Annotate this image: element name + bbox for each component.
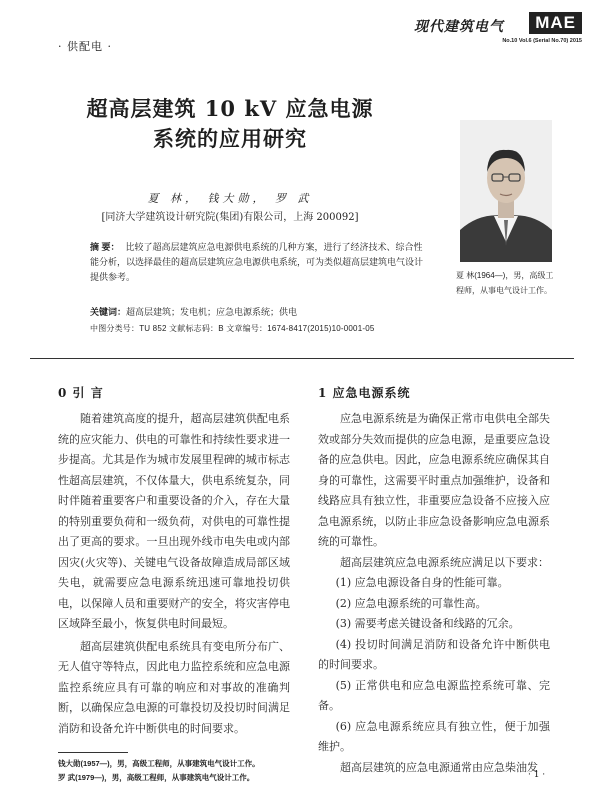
keywords-label: 关键词： [90,307,127,317]
article-title-line2: 系统的应用研究 [153,126,307,151]
photo-caption: 夏 林(1964—)，男，高级工程师，从事电气设计工作。 [456,271,554,295]
journal-abbr: MAE [529,12,582,34]
section0-paragraph: 随着建筑高度的提升，超高层建筑供配电系统的应灾能力、供电的可靠性和持续性要求进一步提高。尤其是作为城市发展里程碑的城市标志性超高层建筑，不仅体量大，供电系统复杂，同时伴随着重要客户和重要设备的介入，存在大量的特别重要负荷和一级负荷，对供电的可靠性提出了更高的要求。一旦出现外线市电失电或内部因灾(火灾等)、关键电气设备故障造成局部区域失电，就需要应急电源系统迅速可靠地投切供电，以保障人员和重要财产的安全，将灾害停电区域降至最小，恢复供电时间最短。 [58,412,290,630]
section1-heading: 1 应急电源系统 [318,386,411,400]
classification: 中图分类号：TU 852 文献标志码：B 文章编号：1674-8417(2015)10-0001-05 [90,324,375,333]
page-number: · 1 · [528,770,546,780]
article-title-line1: 超高层建筑 10 kV 应急电源 [86,96,374,121]
footnote: 钱大勋(1957—)，男，高级工程师，从事建筑电气设计工作。 [58,759,260,768]
portrait-image [460,120,552,262]
left-column [58,409,290,739]
journal-issue: No.10 Vol.6 (Serial No.70) 2015 [502,38,582,44]
author-photo [460,120,552,262]
section1-last-paragraph: 超高层建筑的应急电源通常由应急柴油发 [340,760,538,774]
requirement-item: (4) 投切时间满足消防和设备允许中断供电的时间要求。 [318,637,550,671]
requirement-item: (6) 应急电源系统应具有独立性，便于加强维护。 [318,719,550,753]
keywords-text: 超高层建筑；发电机；应急电源系统；供电 [126,307,298,317]
journal-logo [414,12,582,38]
requirement-item: (2) 应急电源系统的可靠性高。 [335,596,487,610]
section0-paragraph: 超高层建筑供配电系统具有变电所分布广、无人值守等特点，因此电力监控系统和应急电源监控系统应具有可靠的响应和对事故的准确判断，以确保应急电源的可靠投切及投切时间满足消防和设备允许中断供电的时间要求。 [58,639,290,735]
requirement-item: (1) 应急电源设备自身的性能可靠。 [335,576,509,589]
footnote-rule [58,752,128,753]
abstract-text: 比较了超高层建筑应急电源供电系统的几种方案，进行了经济技术、综合性能分析，以选择最佳的超高层建筑应急电源供电系统，可为类似超高层建筑电气设计提供参考。 [90,242,424,282]
affiliation: [同济大学建筑设计研究院(集团)有限公司，上海 200092] [101,212,359,223]
requirement-item: (3) 需要考虑关键设备和线路的冗余。 [335,617,520,630]
abstract [90,240,430,285]
section-tag: · 供配电 · [58,40,112,53]
abstract-label: 摘 要： [90,242,120,252]
right-column [318,409,550,778]
section1-requirements-intro: 超高层建筑应急电源系统应满足以下要求： [340,555,549,569]
footnote: 罗 武(1979—)，男，高级工程师，从事建筑电气设计工作。 [58,773,255,782]
section1-intro: 应急电源系统是为确保正常市电供电全部失效或部分失效而提供的应急电源，是重要应急设备的应急供电。因此，应急电源系统应确保其自身的可靠性，这需要平时重点加强维护，设备和线路应具有独立性，非重要应急设备不应接入应急电源系统，以防止非应急设备影响应急电源系统的可靠性。 [318,412,550,548]
section0-heading: 0 引 言 [58,386,104,400]
authors: 夏 林， 钱大勋， 罗 武 [147,192,313,205]
requirement-item: (5) 正常供电和应急电源监控系统可靠、完备。 [318,678,550,712]
keywords [90,305,450,318]
journal-name: 现代建筑电气 [414,19,504,35]
divider [30,358,574,359]
